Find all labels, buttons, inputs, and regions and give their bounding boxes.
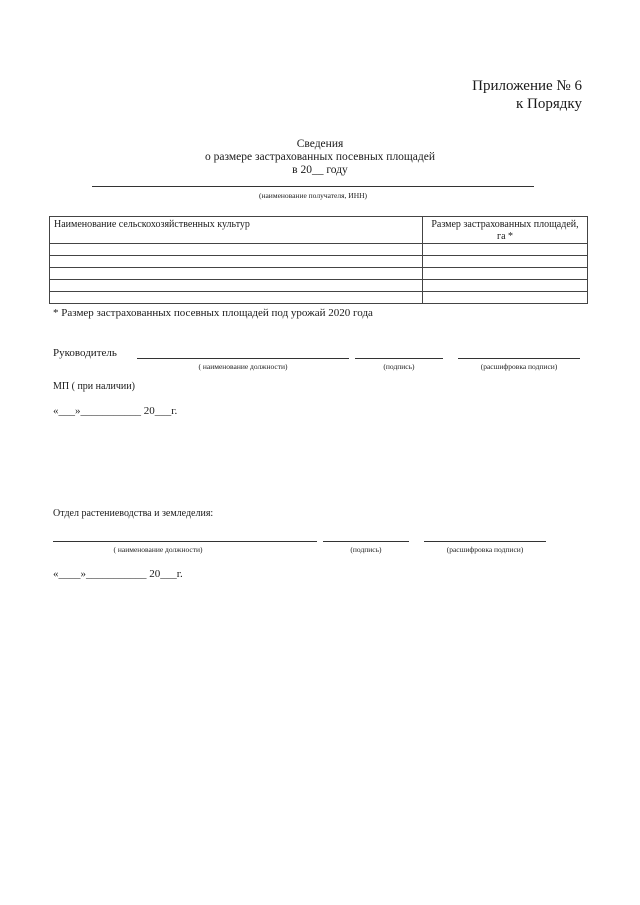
recipient-caption: (наименование получателя, ИНН)	[258, 191, 368, 200]
table-cell[interactable]	[423, 244, 588, 256]
table-cell[interactable]	[423, 280, 588, 292]
table-row	[50, 256, 588, 268]
dept-position-caption: ( наименование должности)	[113, 545, 203, 554]
dept-signature-caption: (подпись)	[350, 545, 382, 554]
table-cell[interactable]	[50, 292, 423, 304]
area-footnote: * Размер застрахованных посевных площадей под урожай 2020 года	[53, 307, 373, 319]
head-decode-caption: (расшифровка подписи)	[480, 362, 558, 371]
column-header-area: Размер застрахованных площадей, га *	[423, 217, 588, 244]
table-header-row	[50, 217, 588, 244]
recipient-line[interactable]	[92, 186, 534, 187]
head-date-field[interactable]: «___»___________ 20___г.	[53, 405, 178, 417]
table-cell[interactable]	[423, 292, 588, 304]
document-title: Сведения	[296, 138, 344, 150]
dept-decode-caption: (расшифровка подписи)	[446, 545, 524, 554]
table-row	[50, 292, 588, 304]
crops-table	[49, 216, 588, 304]
appendix-reference: к Порядку	[516, 96, 582, 112]
dept-position-line[interactable]	[53, 541, 317, 542]
table-cell[interactable]	[50, 244, 423, 256]
table-row	[50, 244, 588, 256]
document-year: в 20__ году	[292, 164, 348, 176]
stamp-note: МП ( при наличии)	[53, 381, 135, 392]
head-position-caption: ( наименование должности)	[198, 362, 288, 371]
table-row	[50, 268, 588, 280]
table-row	[50, 280, 588, 292]
dept-date-field[interactable]: «____»___________ 20___г.	[53, 568, 183, 580]
table-cell[interactable]	[50, 256, 423, 268]
dept-decode-line[interactable]	[424, 541, 546, 542]
dept-label: Отдел растениеводства и земледелия:	[53, 508, 214, 519]
head-signature-line[interactable]	[355, 358, 443, 359]
appendix-number: Приложение № 6	[472, 78, 582, 94]
table-cell[interactable]	[423, 268, 588, 280]
document-subtitle: о размере застрахованных посевных площадей	[204, 151, 436, 163]
head-label: Руководитель	[53, 347, 117, 359]
table-cell[interactable]	[423, 256, 588, 268]
column-header-crops: Наименование сельскохозяйственных культур	[50, 217, 423, 244]
table-cell[interactable]	[50, 280, 423, 292]
table-cell[interactable]	[50, 268, 423, 280]
head-position-line[interactable]	[137, 358, 349, 359]
head-signature-caption: (подпись)	[383, 362, 415, 371]
head-decode-line[interactable]	[458, 358, 580, 359]
dept-signature-line[interactable]	[323, 541, 409, 542]
